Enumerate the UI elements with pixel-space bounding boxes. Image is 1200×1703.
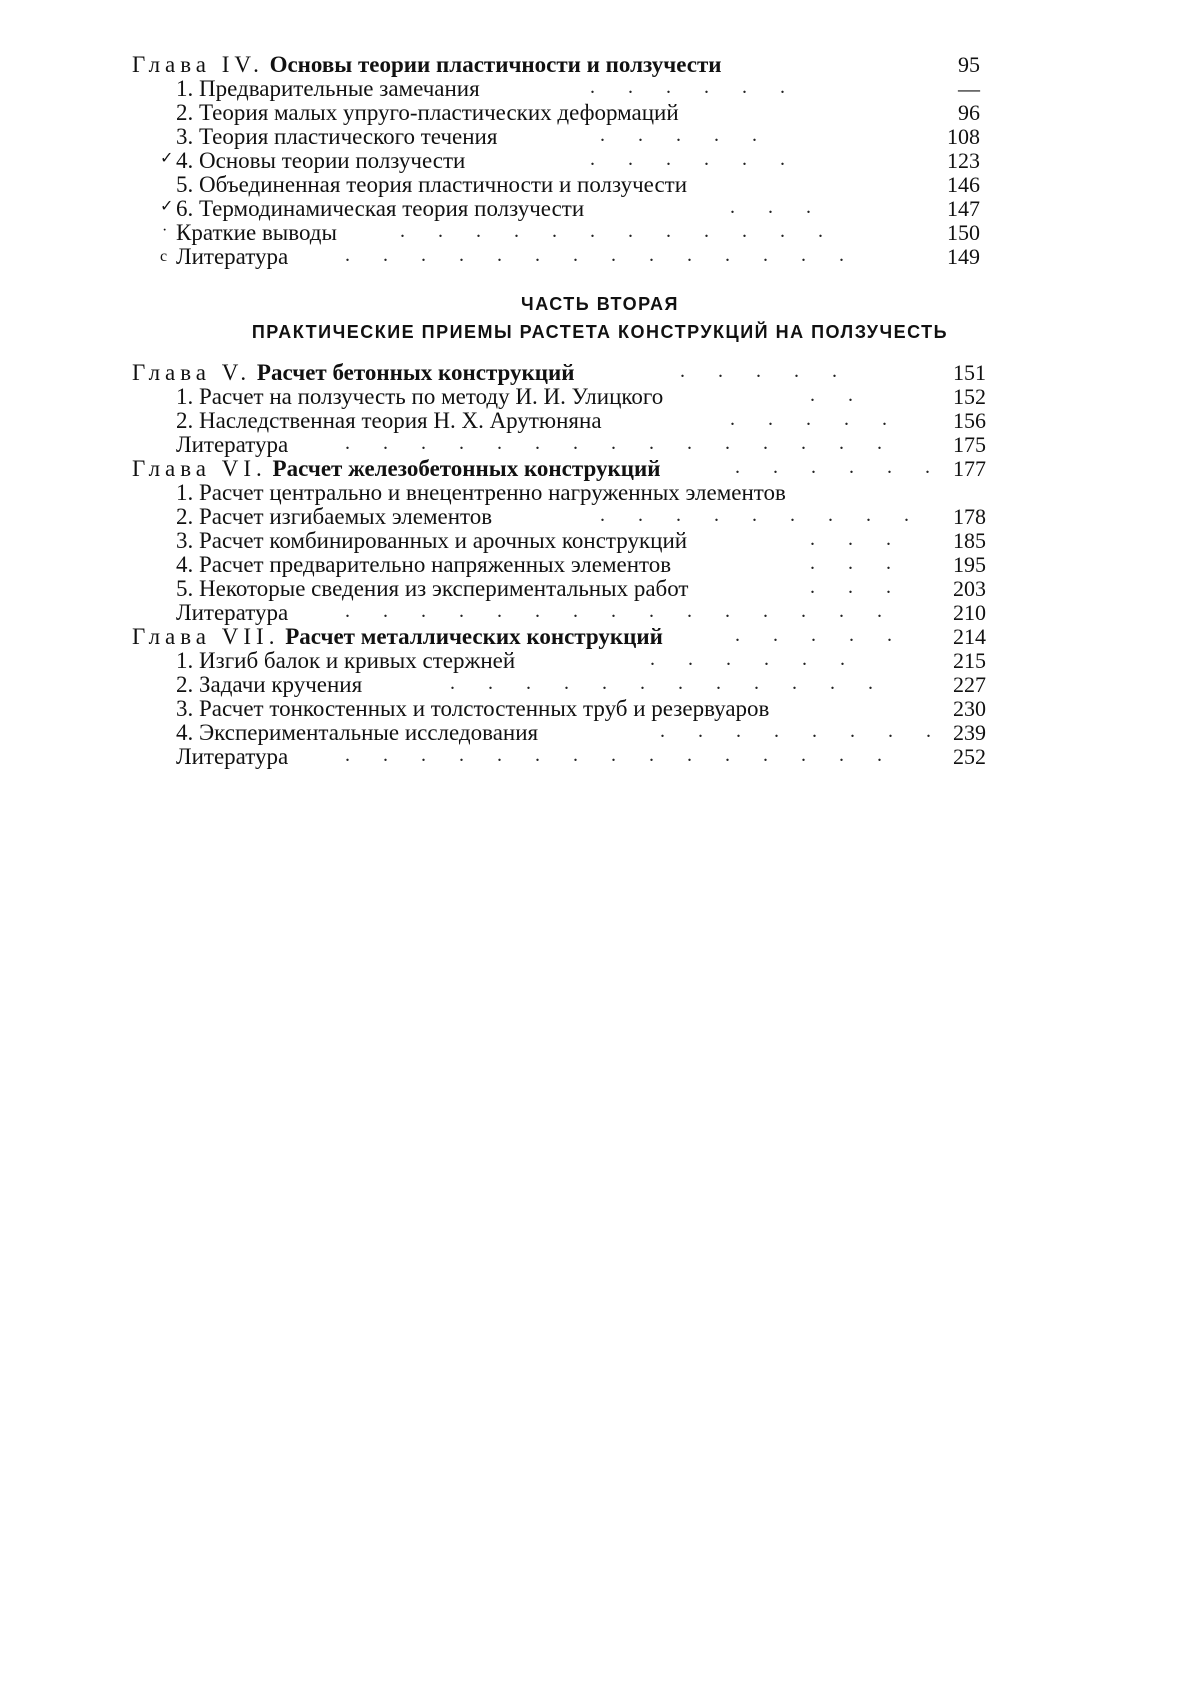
- page-number: —: [958, 76, 980, 101]
- entry-label: Литература: [176, 600, 289, 625]
- entry-label: Литература: [176, 244, 289, 269]
- toc-chapter-6: [0, 456, 1200, 482]
- page-number: 175: [953, 432, 986, 457]
- dot-leader: . . . . . . . . . . . . . . .: [345, 432, 896, 454]
- page-number: 150: [947, 220, 980, 245]
- toc-entry: [0, 696, 1200, 722]
- page-number: 177: [953, 456, 986, 481]
- entry-label: 2. Расчет изгибаемых элементов: [176, 504, 493, 529]
- page-number: 214: [953, 624, 986, 649]
- entry-label: 2. Теория малых упруго-пластических деформаций: [176, 100, 679, 125]
- page-number: 239: [953, 720, 986, 745]
- page-number: 252: [953, 744, 986, 769]
- entry-label: 3. Расчет комбинированных и арочных конструкций: [176, 528, 688, 553]
- entry-label: Краткие выводы: [176, 220, 337, 245]
- toc-entry: [0, 148, 1200, 174]
- page-number: 203: [953, 576, 986, 601]
- entry-label: 2. Наследственная теория Н. Х. Арутюняна: [176, 408, 602, 433]
- dot-leader: . . . . . . . . .: [600, 504, 923, 526]
- entry-label: Литература: [176, 432, 289, 457]
- margin-mark: с: [160, 248, 168, 265]
- part-heading: ЧАСТЬ ВТОРАЯ: [521, 294, 679, 314]
- dot-leader: . . .: [730, 196, 825, 218]
- toc-chapter-5: [0, 360, 1200, 386]
- chapter-title: Расчет железобетонных конструкций: [272, 456, 661, 481]
- toc-entry: [0, 552, 1200, 578]
- toc-entry: [0, 600, 1200, 626]
- entry-label: 1. Расчет на ползучесть по методу И. И. Улицкого: [176, 384, 664, 409]
- page-number: 96: [958, 100, 980, 125]
- entry-label: 6. Термодинамическая теория ползучести: [176, 196, 585, 221]
- toc-entry: [0, 528, 1200, 554]
- entry-label: 4. Экспериментальные исследования: [176, 720, 539, 745]
- page-number: 195: [953, 552, 986, 577]
- chapter-prefix: Глава IV.: [132, 52, 264, 77]
- dot-leader: . . . . .: [730, 408, 901, 430]
- dot-leader: . . . . . . . . . . . .: [450, 672, 887, 694]
- entry-label: 1. Изгиб балок и кривых стержней: [176, 648, 516, 673]
- dot-leader: . . .: [810, 528, 905, 550]
- entry-label: 4. Основы теории ползучести: [176, 148, 466, 173]
- entry-label: 3. Расчет тонкостенных и толстостенных труб и резервуаров: [176, 696, 770, 721]
- page-number: 230: [953, 696, 986, 721]
- page-number: 215: [953, 648, 986, 673]
- toc-entry: [0, 432, 1200, 458]
- dot-leader: . . . . .: [735, 624, 906, 646]
- chapter-prefix: Глава VII.: [132, 624, 280, 649]
- chapter-title: Расчет бетонных конструкций: [256, 360, 575, 385]
- page-number: 178: [953, 504, 986, 529]
- toc-entry: [0, 172, 1200, 198]
- dot-leader: . . . . . .: [590, 76, 799, 98]
- page-number: 156: [953, 408, 986, 433]
- dot-leader: . . .: [810, 552, 905, 574]
- toc-entry: [0, 244, 1200, 270]
- page-number: 95: [958, 52, 980, 77]
- entry-label: 1. Предварительные замечания: [176, 76, 480, 101]
- page-number: 152: [953, 384, 986, 409]
- dot-leader: . . . . . . . . . . . .: [400, 220, 837, 242]
- dot-leader: . . . . . .: [735, 456, 944, 478]
- chapter-title: Расчет металлических конструкций: [285, 624, 663, 649]
- page-number: 108: [947, 124, 980, 149]
- page-number: 185: [953, 528, 986, 553]
- page-number: 149: [947, 244, 980, 269]
- dot-leader: . . .: [810, 576, 905, 598]
- entry-label: 3. Теория пластического течения: [176, 124, 498, 149]
- toc-chapter-7: [0, 624, 1200, 650]
- entry-label: 2. Задачи кручения: [176, 672, 363, 697]
- entry-label: 4. Расчет предварительно напряженных элементов: [176, 552, 672, 577]
- dot-leader: . . . . . . . . . . . . . . .: [345, 744, 896, 766]
- dot-leader: . .: [810, 384, 867, 406]
- dot-leader: . . . . .: [680, 360, 851, 382]
- entry-label: 5. Некоторые сведения из экспериментальных работ: [176, 576, 689, 601]
- entry-label: 5. Объединенная теория пластичности и ползучести: [176, 172, 688, 197]
- page-number: 210: [953, 600, 986, 625]
- page-number: 146: [947, 172, 980, 197]
- entry-label: Литература: [176, 744, 289, 769]
- page-number: 151: [953, 360, 986, 385]
- toc-entry: [0, 384, 1200, 410]
- chapter-title: Основы теории пластичности и ползучести: [269, 52, 722, 77]
- toc-entry: [0, 504, 1200, 530]
- check-mark: ✓: [160, 150, 174, 167]
- dot-leader: . . . . . .: [590, 148, 799, 170]
- dot-leader: . . . . . . . . . . . . . .: [345, 244, 858, 266]
- page-number: 227: [953, 672, 986, 697]
- dot-leader: . . . . . . . .: [660, 720, 945, 742]
- check-mark: ✓: [160, 198, 174, 215]
- toc-entry: [0, 744, 1200, 770]
- chapter-prefix: Глава VI.: [132, 456, 267, 481]
- dot-leader: . . . . . .: [650, 648, 859, 670]
- chapter-prefix: Глава V.: [132, 360, 252, 385]
- part-subheading: ПРАКТИЧЕСКИЕ ПРИЕМЫ РАСТЕТА КОНСТРУКЦИЙ НА ПОЛЗУЧЕСТЬ: [251, 322, 949, 342]
- page-number: 123: [947, 148, 980, 173]
- toc-entry: [0, 76, 1200, 102]
- entry-label: 1. Расчет центрально и внецентренно нагруженных элементов: [176, 480, 786, 505]
- dot-leader: . . . . . . . . . . . . . . .: [345, 600, 896, 622]
- page-number: 147: [947, 196, 980, 221]
- dot-leader: . . . . .: [600, 124, 771, 146]
- margin-mark: ·: [162, 222, 168, 239]
- toc-entry: [0, 672, 1200, 698]
